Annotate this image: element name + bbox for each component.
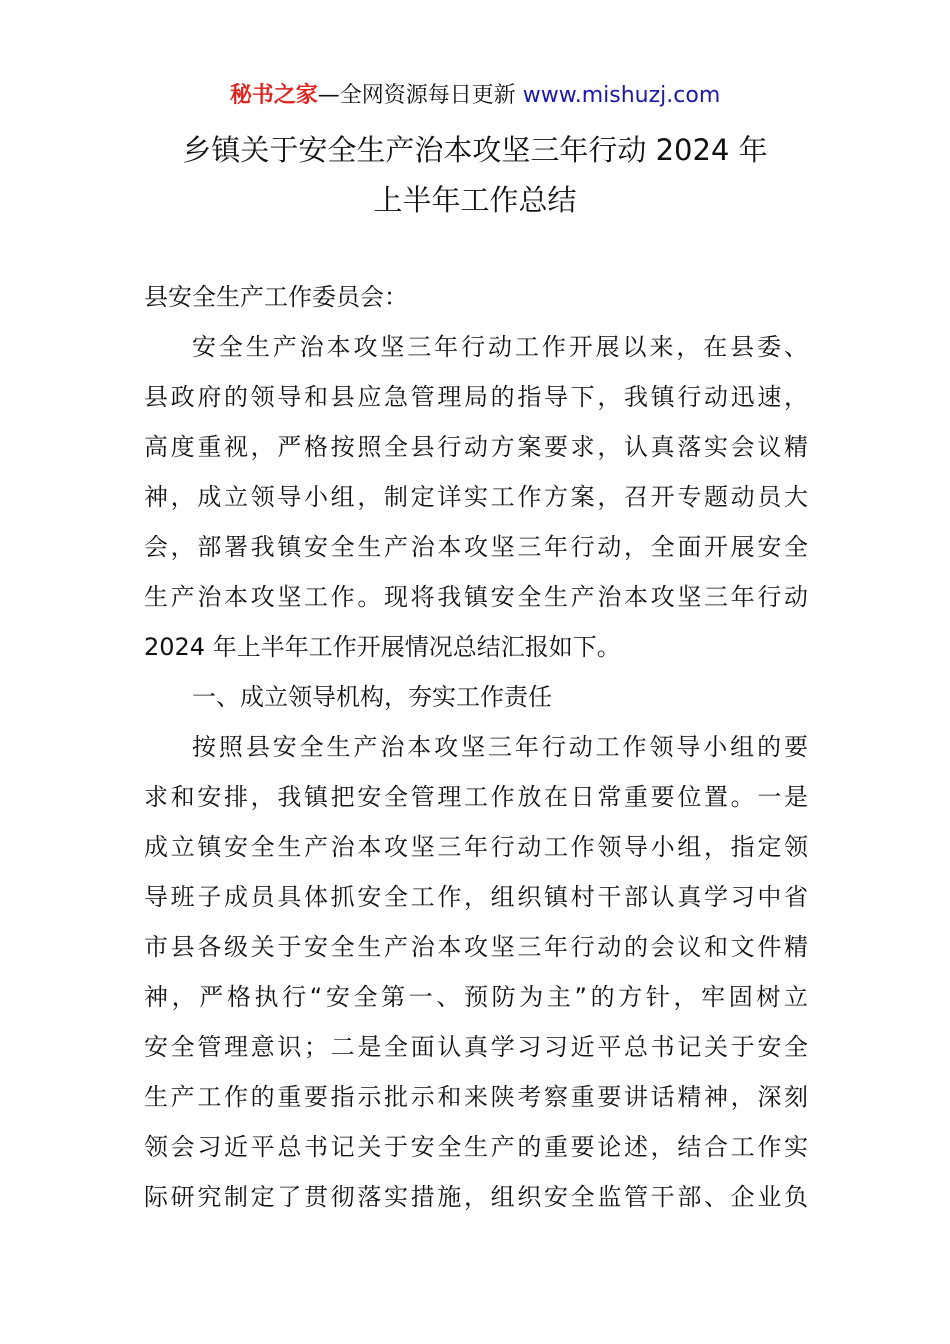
paragraph-line: 际研究制定了贯彻落实措施，组织安全监管干部、企业负 bbox=[144, 1183, 808, 1211]
paragraph-line: 神，严格执行“安全第一、预防为主”的方针，牢固树立 bbox=[144, 983, 808, 1011]
paragraph-line: 导班子成员具体抓安全工作，组织镇村干部认真学习中省 bbox=[144, 883, 808, 911]
title-line-1: 乡镇关于安全生产治本攻坚三年行动 2024 年 bbox=[182, 133, 768, 167]
paragraph-line: 成立镇安全生产治本攻坚三年行动工作领导小组，指定领 bbox=[144, 833, 808, 861]
paragraph-line: 按照县安全生产治本攻坚三年行动工作领导小组的要 bbox=[192, 733, 808, 761]
paragraph-line: 安全生产治本攻坚三年行动工作开展以来，在县委、 bbox=[192, 333, 808, 361]
paragraph-line: 领会习近平总书记关于安全生产的重要论述，结合工作实 bbox=[144, 1133, 808, 1161]
paragraph-line: 高度重视，严格按照全县行动方案要求，认真落实会议精 bbox=[144, 433, 808, 461]
paragraph-line: 市县各级关于安全生产治本攻坚三年行动的会议和文件精 bbox=[144, 933, 808, 961]
paragraph-line: 生产工作的重要指示批示和来陕考察重要讲话精神，深刻 bbox=[144, 1083, 808, 1111]
document-title bbox=[0, 125, 950, 225]
paragraph-line: 2024 年上半年工作开展情况总结汇报如下。 bbox=[144, 633, 621, 661]
document-body bbox=[144, 272, 808, 1222]
paragraph-line: 神，成立领导小组，制定详实工作方案，召开专题动员大 bbox=[144, 483, 808, 511]
paragraph-line: 生产治本攻坚工作。现将我镇安全生产治本攻坚三年行动 bbox=[144, 583, 808, 611]
section-heading-1: 一、成立领导机构，夯实工作责任 bbox=[192, 683, 552, 711]
paragraph-line: 求和安排，我镇把安全管理工作放在日常重要位置。一是 bbox=[144, 783, 808, 811]
paragraph-line: 县政府的领导和县应急管理局的指导下，我镇行动迅速， bbox=[144, 383, 808, 411]
paragraph-2 bbox=[144, 722, 808, 1222]
site-url[interactable]: www.mishuzj.com bbox=[522, 83, 721, 108]
paragraph-1 bbox=[144, 322, 808, 672]
paragraph-line: 安全管理意识；二是全面认真学习习近平总书记关于安全 bbox=[144, 1033, 808, 1061]
brand-name: 秘书之家 bbox=[229, 83, 318, 108]
title-line-2: 上半年工作总结 bbox=[373, 183, 577, 217]
header-tagline: —全网资源每日更新 bbox=[317, 83, 523, 108]
paragraph-line: 会，部署我镇安全生产治本攻坚三年行动，全面开展安全 bbox=[144, 533, 808, 561]
site-header bbox=[0, 80, 950, 112]
salutation: 县安全生产工作委员会： bbox=[144, 283, 408, 311]
